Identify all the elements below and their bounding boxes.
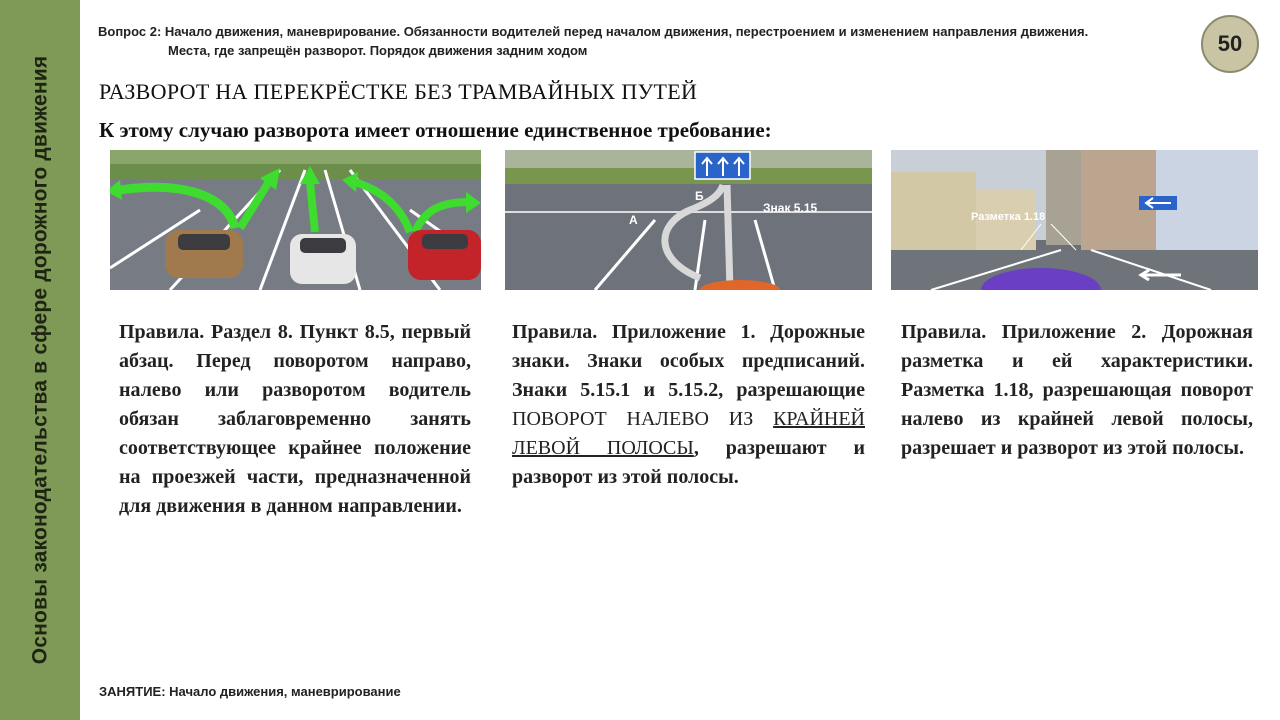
slide-subtitle: К этому случаю разворота имеет отношение единственное требование:: [99, 118, 772, 142]
sign-5-15-photo: [505, 150, 872, 290]
rule-2-part-1: Правила. Приложение 1. Дорожные знаки. Знаки особых предписаний. Знаки 5.15.1 и 5.15.2, разрешающие: [512, 321, 865, 401]
intersection-arrows-photo: [110, 150, 481, 290]
header-line-1: Вопрос 2: Начало движения, маневрирование. Обязанности водителей перед началом движения, перестроением и изменением направления движения.: [98, 24, 1089, 39]
slide-title: РАЗВОРОТ НА ПЕРЕКРЁСТКЕ БЕЗ ТРАМВАЙНЫХ ПУТЕЙ: [99, 79, 698, 104]
rule-2-emphasis: ПОВОРОТ НАЛЕВО ИЗ: [512, 408, 774, 430]
label-b: Б: [695, 189, 704, 203]
question-header: [98, 22, 1193, 60]
rule-2-underlined: КРАЙНЕЙ ЛЕВОЙ ПОЛОСЫ: [512, 408, 865, 459]
sidebar: [0, 0, 80, 720]
rule-text-appendix-2: Правила. Приложение 2. Дорожная разметка и ей характеристики. Разметка 1.18, разрешающая поворот налево из крайней левой полосы, разрешает и разворот из этой полосы.: [901, 321, 1253, 459]
sidebar-title: Основы законодательства в сфере дорожного движения: [28, 55, 52, 665]
lesson-footer: ЗАНЯТИЕ: Начало движения, маневрирование: [99, 684, 401, 699]
marking-1-18-photo: [891, 150, 1258, 290]
header-line-2: Места, где запрещён разворот. Порядок движения задним ходом: [168, 43, 588, 58]
label-sign-5-15: Знак 5.15: [763, 201, 818, 215]
page-number-badge: 50: [1201, 15, 1259, 73]
rule-text-appendix-1: [512, 318, 865, 492]
rule-2-part-4: , разрешают и разворот из этой полосы.: [512, 437, 865, 488]
label-marking-1-18: Разметка 1.18: [971, 211, 1046, 223]
rule-text-section-8: Правила. Раздел 8. Пункт 8.5, первый абзац. Перед поворотом направо, налево или разворотом водитель обязан заблаговременно занять соответствующее крайнее положение на проезжей части, предназначенной для движения в данном направлении.: [119, 321, 471, 517]
label-a: А: [629, 213, 638, 227]
